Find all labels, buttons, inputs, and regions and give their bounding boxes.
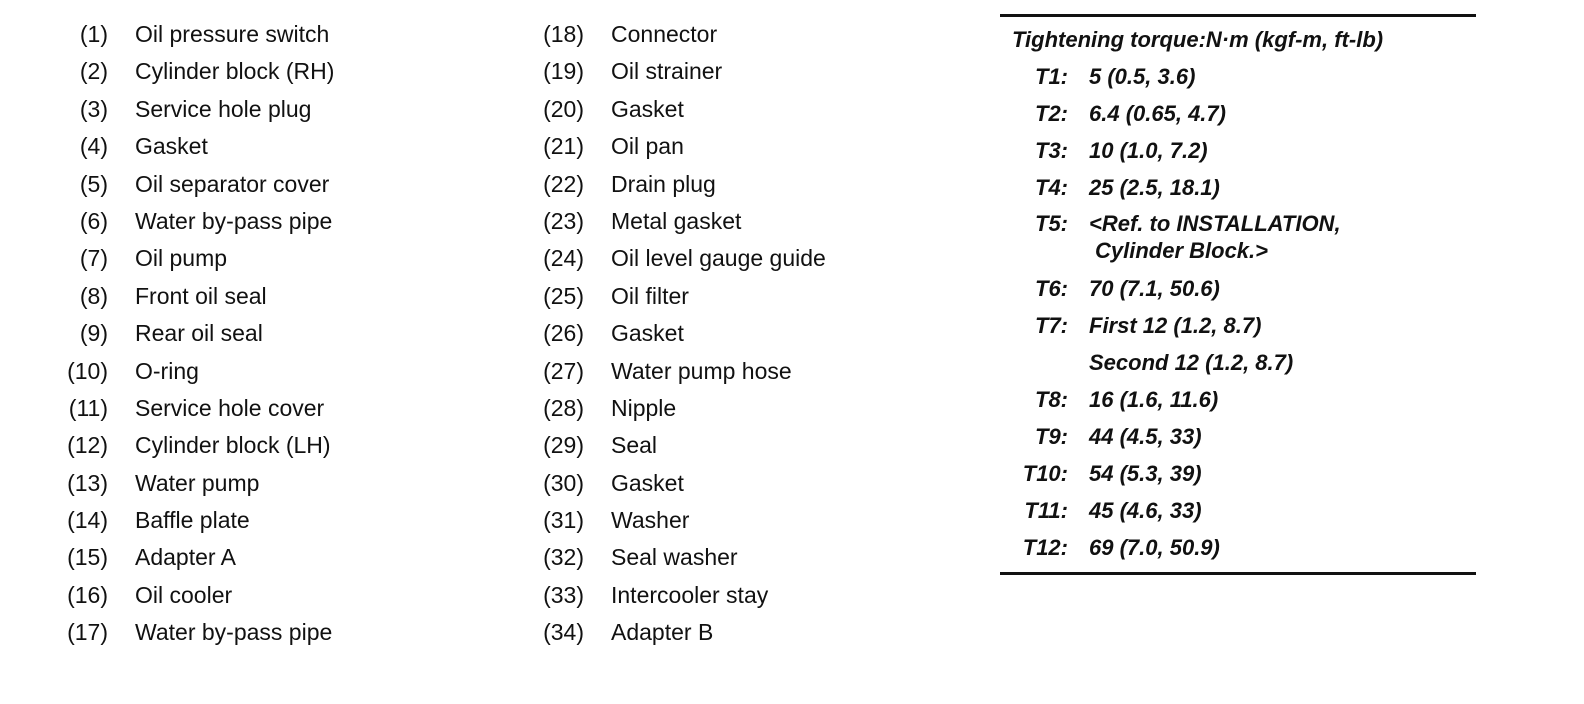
part-label: Seal [611,432,658,459]
part-label: O-ring [135,357,199,384]
part-number: (27) [543,357,584,384]
torque-table-heading: Tightening torque:N·m (kgf-m, ft-lb) [1012,27,1384,52]
torque-value [1089,95,1476,132]
torque-value-text: 45 (4.6, 33) [1089,498,1202,523]
part-number: (15) [67,544,108,571]
part-label: Water pump [135,469,260,496]
tightening-torque-table [1000,14,1476,575]
part-label: Baffle plate [135,507,250,534]
torque-key: T12: [1022,535,1068,560]
part-row [60,614,500,651]
torque-value [1089,270,1476,307]
part-row [60,203,500,240]
part-number: (2) [79,58,108,85]
part-label: Cylinder block (RH) [135,58,335,85]
part-row [60,353,500,390]
torque-value [1089,529,1476,566]
part-label: Oil strainer [611,58,723,85]
part-number: (20) [543,95,584,122]
part-label: Oil pan [611,133,684,160]
part-number: (16) [67,581,108,608]
part-row [60,465,500,502]
part-label: Oil level gauge guide [611,245,826,272]
part-label: Water pump hose [611,357,792,384]
torque-row [1000,206,1476,270]
part-number: (17) [67,619,108,646]
part-number: (32) [543,544,584,571]
part-label: Service hole plug [135,95,312,122]
part-row [536,203,956,240]
part-row [536,166,956,203]
part-row [60,91,500,128]
part-label: Nipple [611,394,677,421]
part-number: (21) [543,133,584,160]
part-number: (19) [543,58,584,85]
part-number: (34) [543,619,584,646]
torque-value-text: 54 (5.3, 39) [1089,461,1202,486]
torque-value-text: 70 (7.1, 50.6) [1089,276,1220,301]
part-label: Gasket [135,133,208,160]
torque-key: T6: [1035,276,1068,301]
part-row [536,240,956,277]
part-row [60,539,500,576]
part-row [536,53,956,90]
part-row [536,353,956,390]
part-row [536,465,956,502]
part-row [536,315,956,352]
part-row [536,427,956,464]
torque-value [1089,381,1476,418]
part-row [536,278,956,315]
part-number: (24) [543,245,584,272]
torque-value-text: 69 (7.0, 50.9) [1089,535,1220,560]
torque-value-text: 5 (0.5, 3.6) [1089,64,1196,89]
part-label: Oil pump [135,245,228,272]
part-number: (3) [79,95,108,122]
part-number: (31) [543,507,584,534]
part-label: Oil pressure switch [135,21,330,47]
torque-value [1089,418,1476,455]
torque-value [1089,210,1476,264]
torque-key: T1: [1035,64,1068,89]
part-number: (13) [67,469,108,496]
part-label: Service hole cover [135,394,325,421]
parts-list-left [60,16,500,652]
torque-value-text: Second 12 (1.2, 8.7) [1089,350,1294,375]
part-label: Intercooler stay [611,581,769,608]
torque-row [1000,169,1476,206]
part-number: (9) [79,320,108,347]
torque-row [1000,529,1476,566]
part-number: (10) [67,357,108,384]
torque-value-text: 16 (1.6, 11.6) [1089,387,1219,412]
part-label: Adapter B [611,619,714,646]
part-row [536,128,956,165]
torque-row [1000,132,1476,169]
torque-row [1000,307,1476,344]
torque-value-continuation: Cylinder Block.> [1095,238,1269,263]
torque-row [1000,95,1476,132]
part-label: Front oil seal [135,282,267,309]
part-label: Gasket [611,320,684,347]
part-row [60,240,500,277]
part-number: (33) [543,581,584,608]
part-label: Drain plug [611,170,716,197]
torque-key: T4: [1035,175,1068,200]
part-label: Oil filter [611,282,689,309]
part-label: Washer [611,507,690,534]
part-number: (26) [543,320,584,347]
part-row [60,278,500,315]
torque-value [1089,169,1476,206]
torque-row [1000,381,1476,418]
part-row [536,614,956,651]
part-number: (14) [67,507,108,534]
part-number: (1) [79,21,108,47]
torque-value [1089,344,1476,381]
part-number: (30) [543,469,584,496]
torque-value [1089,132,1476,169]
part-number: (4) [79,133,108,160]
part-label: Metal gasket [611,207,742,234]
part-number: (18) [543,21,584,47]
torque-row [1000,344,1476,381]
torque-value [1089,307,1476,344]
part-number: (29) [543,432,584,459]
torque-row [1000,455,1476,492]
part-row [536,502,956,539]
torque-rows [1000,58,1476,566]
part-row [60,502,500,539]
torque-value-text: First 12 (1.2, 8.7) [1089,313,1262,338]
torque-key: T7: [1035,313,1068,338]
part-label: Oil separator cover [135,170,330,197]
torque-value [1089,492,1476,529]
part-number: (22) [543,170,584,197]
torque-key: T10: [1022,461,1068,486]
part-label: Gasket [611,469,684,496]
part-label: Seal washer [611,544,738,571]
part-label: Connector [611,21,718,47]
part-label: Rear oil seal [135,320,263,347]
torque-row [1000,58,1476,95]
part-row [60,166,500,203]
part-number: (23) [543,207,584,234]
part-number: (5) [79,170,108,197]
part-number: (25) [543,282,584,309]
torque-value-text: 6.4 (0.65, 4.7) [1089,101,1226,126]
part-label: Oil cooler [135,581,233,608]
part-number: (6) [79,207,108,234]
torque-value-text: <Ref. to INSTALLATION, [1089,211,1341,236]
part-row [60,315,500,352]
parts-list-right [536,16,956,652]
part-number: (11) [68,394,108,421]
torque-value [1089,58,1476,95]
part-row [60,128,500,165]
part-row [536,390,956,427]
part-label: Water by-pass pipe [135,207,333,234]
part-row [60,53,500,90]
torque-key: T8: [1035,387,1068,412]
part-label: Adapter A [135,544,237,571]
part-number: (12) [67,432,108,459]
torque-key: T2: [1035,101,1068,126]
part-row [60,577,500,614]
part-number: (8) [79,282,108,309]
part-row [60,16,500,53]
part-label: Cylinder block (LH) [135,432,331,459]
torque-row [1000,492,1476,529]
part-row [536,539,956,576]
part-row [60,427,500,464]
torque-key: T9: [1035,424,1068,449]
torque-key: T3: [1035,138,1068,163]
torque-row [1000,418,1476,455]
torque-value-text: 44 (4.5, 33) [1089,424,1202,449]
torque-value [1089,455,1476,492]
part-label: Water by-pass pipe [135,619,333,646]
torque-value-text: 10 (1.0, 7.2) [1089,138,1208,163]
torque-key: T5: [1035,211,1068,236]
part-row [60,390,500,427]
part-label: Gasket [611,95,684,122]
torque-row [1000,270,1476,307]
torque-key: T11: [1024,498,1068,523]
part-row [536,577,956,614]
part-number: (28) [543,394,584,421]
part-row [536,91,956,128]
part-row [536,16,956,53]
torque-value-text: 25 (2.5, 18.1) [1089,175,1220,200]
part-number: (7) [79,245,108,272]
